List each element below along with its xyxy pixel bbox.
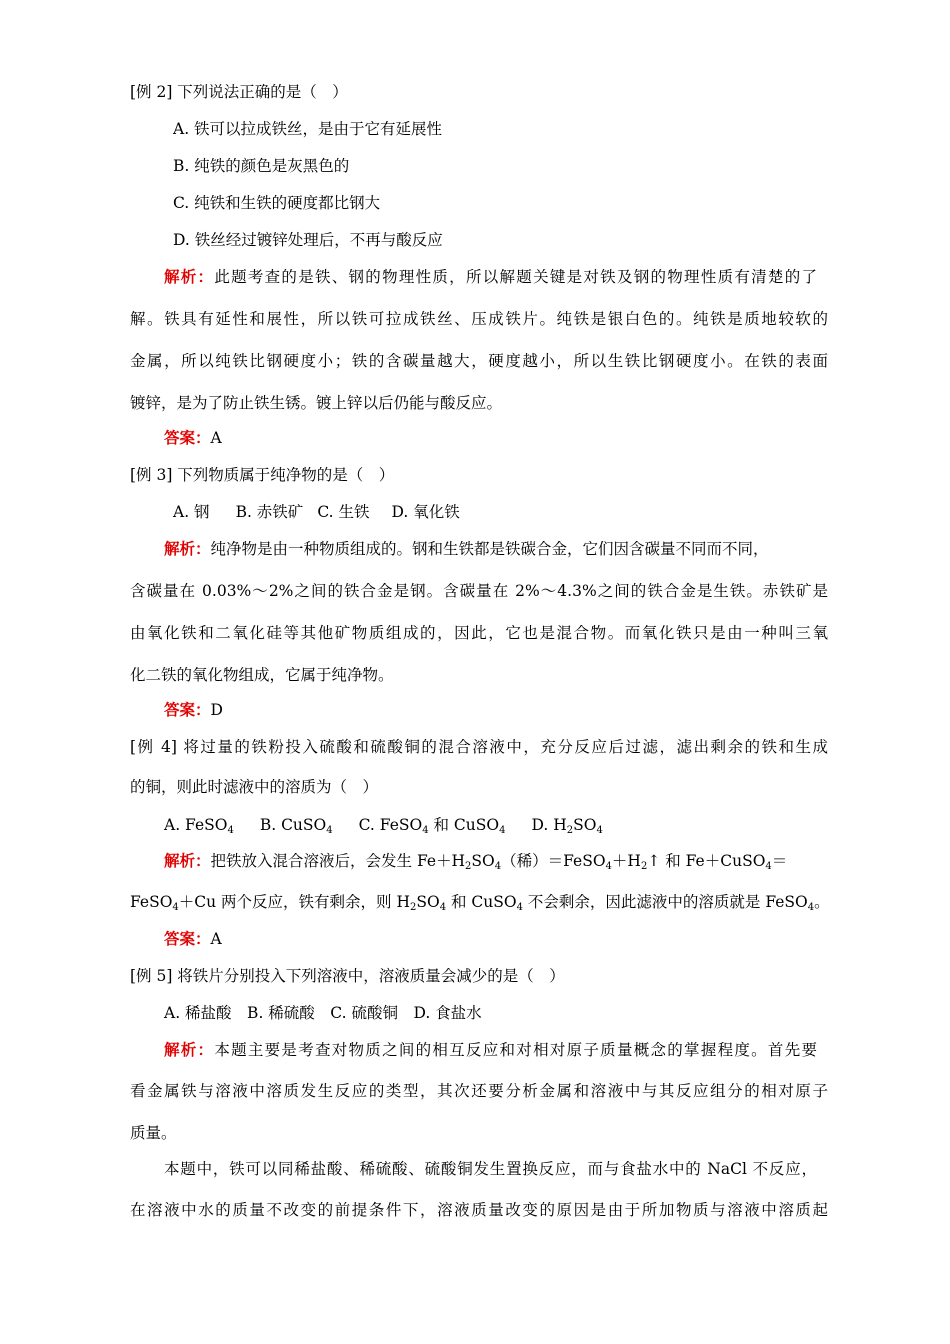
analysis-text: 此题考查的是铁、钢的物理性质，所以解题关键是对铁及钢的物理性质有清楚的了 [214,268,817,286]
ex2-analysis-line-4: 镀锌，是为了防止铁生锈。镀上锌以后仍能与酸反应。 [130,394,503,412]
answer-label: 答案： [164,428,211,447]
answer-value: D [210,701,223,719]
ex2-option-a: A. 铁可以拉成铁丝，是由于它有延展性 [173,120,443,138]
ex5-options: A. 稀盐酸 B. 稀硫酸 C. 硫酸铜 D. 食盐水 [164,1004,482,1022]
ex4-question-line-2: 的铜，则此时滤液中的溶质为（ ） [130,778,379,796]
ex4-option-c: C. FeSO$_4$ 和 CuSO$_4$ [358,816,506,836]
ex4-analysis-line-2: FeSO$_4$＋Cu 两个反应，铁有剩余，则 $H_2SO_4$ 和 CuSO$_4$ 不会剩余，因此滤液中的溶质就是 FeSO$_4$。 [130,893,830,913]
ex3-analysis-line-2: 含碳量在 0.03%～2%之间的铁合金是钢。含碳量在 2%～4.3%之间的铁合金是生铁。赤铁矿是 [130,582,828,600]
ex2-analysis-line-1 [164,267,817,287]
analysis-label: 解析： [164,1040,215,1059]
ex3-analysis-line-1 [164,539,769,559]
ex4-analysis-line-1: 解析：把铁放入混合溶液后，会发生 $Fe+H_2SO_4$（稀）$=FeSO_4+H_2↑$ 和 Fe＋CuSO$_4$＝ [164,851,788,872]
ex4-option-a: A. FeSO$_4$ [164,816,234,836]
ex3-option-a: A. 钢 [173,503,210,521]
ex5-analysis-line-2: 看金属铁与溶液中溶质发生反应的类型，其次还要分析金属和溶液中与其反应组分的相对原子 [130,1082,828,1100]
analysis-label: 解析： [164,267,215,286]
ex3-options [173,502,460,522]
ex2-option-b: B. 纯铁的颜色是灰黑色的 [173,157,350,175]
analysis-label: 解析： [164,539,211,558]
ex3-option-c: C. 生铁 [317,503,370,521]
analysis-text: 纯净物是由一种物质组成的。钢和生铁都是铁碳合金，它们因含碳量不同而不同， [210,540,769,558]
ex4-option-b: B. CuSO$_4$ [259,816,333,836]
ex5-question: [例 5] 将铁片分别投入下列溶液中，溶液质量会减少的是（ ） [130,967,565,985]
answer-value: A [210,930,222,948]
ex4-option-d: D. $H_2SO_4$ [531,816,603,836]
ex2-question: [例 2] 下列说法正确的是（ ） [130,83,348,101]
ex3-question: [例 3] 下列物质属于纯净物的是（ ） [130,466,395,484]
answer-label: 答案： [164,700,211,719]
ex5-paragraph-line-1: 本题中，铁可以同稀盐酸、稀硫酸、硫酸铜发生置换反应，而与食盐水中的 NaCl 不反应， [164,1160,817,1178]
ex3-option-d: D. 氧化铁 [391,503,460,521]
answer-value: A [210,429,222,447]
ex2-answer [164,428,222,448]
analysis-label: 解析： [164,851,211,870]
ex3-analysis-line-3: 由氧化铁和二氧化硅等其他矿物质组成的，因此，它也是混合物。而氧化铁只是由一种叫三氧 [130,624,828,642]
ex3-answer [164,700,223,720]
ex5-analysis-line-1 [164,1040,817,1060]
ex5-analysis-line-3: 质量。 [130,1124,177,1142]
ex2-analysis-line-3: 金属，所以纯铁比钢硬度小；铁的含碳量越大，硬度越小，所以生铁比钢硬度小。在铁的表面 [130,352,828,370]
answer-label: 答案： [164,929,211,948]
ex2-analysis-line-2: 解。铁具有延性和展性，所以铁可拉成铁丝、压成铁片。纯铁是银白色的。纯铁是质地较软的 [130,310,828,328]
ex5-paragraph-line-2: 在溶液中水的质量不改变的前提条件下，溶液质量改变的原因是由于所加物质与溶液中溶质起 [130,1201,828,1219]
ex3-option-b: B. 赤铁矿 [235,503,304,521]
analysis-text: 本题主要是考查对物质之间的相互反应和对相对原子质量概念的掌握程度。首先要 [214,1041,817,1059]
ex4-options [164,815,603,835]
ex4-answer [164,929,222,949]
ex2-option-c: C. 纯铁和生铁的硬度都比钢大 [173,194,381,212]
ex2-option-d: D. 铁丝经过镀锌处理后，不再与酸反应 [173,231,443,249]
ex4-question-line-1: [例 4] 将过量的铁粉投入硫酸和硫酸铜的混合溶液中，充分反应后过滤，滤出剩余的铁和生成 [130,738,828,756]
ex3-analysis-line-4: 化二铁的氧化物组成，它属于纯净物。 [130,666,394,684]
